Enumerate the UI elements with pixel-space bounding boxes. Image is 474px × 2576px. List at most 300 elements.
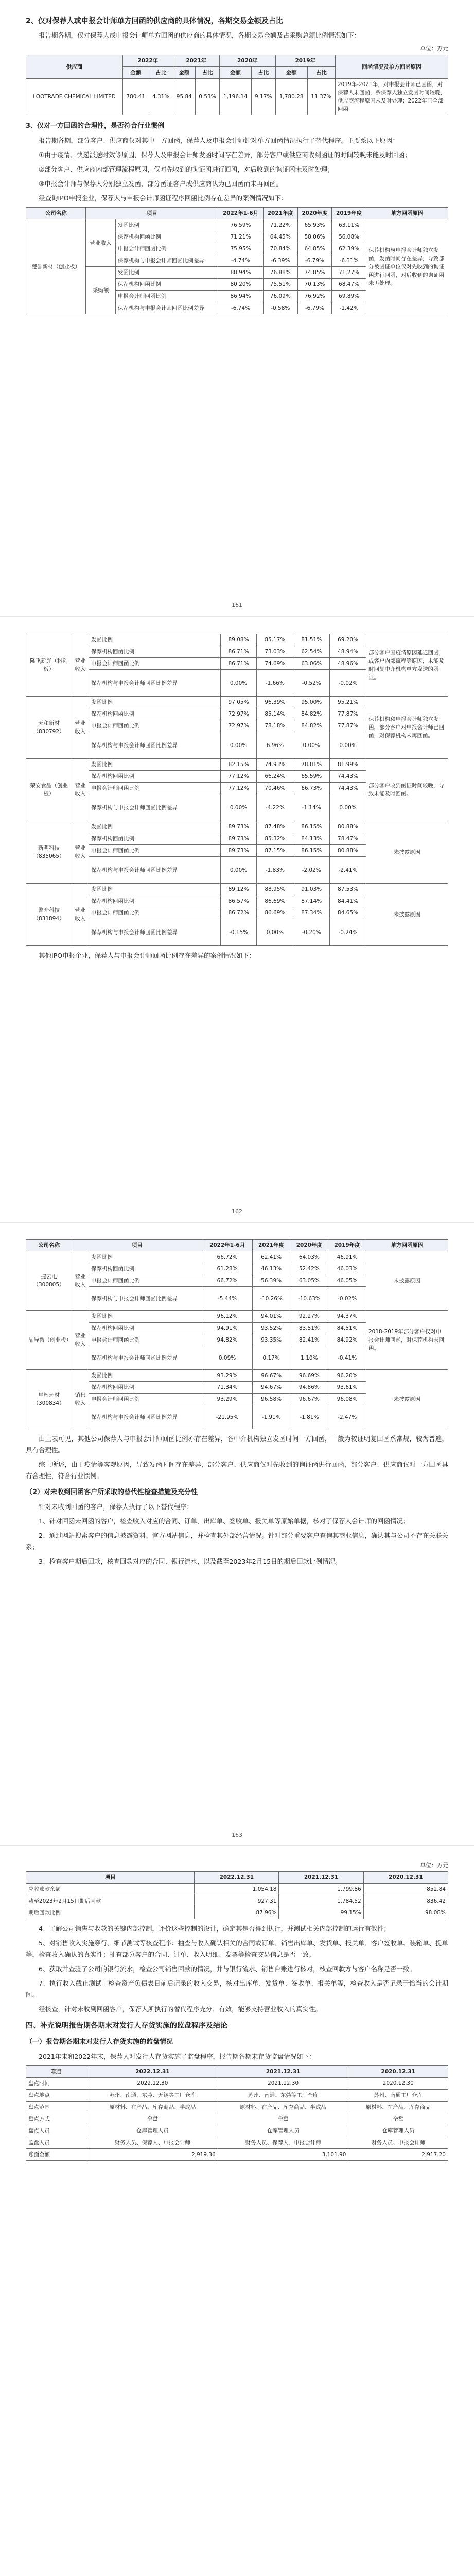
cell: 86.69% xyxy=(257,895,293,907)
cell: 56.08% xyxy=(332,231,366,243)
company-cell: 警介科技（831894） xyxy=(26,884,72,946)
cell: 86.71% xyxy=(220,646,257,658)
cell: 94.67% xyxy=(252,1382,290,1394)
segment-cell: 营业收入 xyxy=(72,1311,89,1370)
cell: 原材料、在产品、库存商品、半成品 xyxy=(87,2102,218,2113)
col-header: 2021年度 xyxy=(264,208,298,219)
cell: 85.32% xyxy=(257,833,293,845)
cell: -1.42% xyxy=(332,302,366,314)
cell: 保荐机构与申报会计师回函比例差异 xyxy=(89,794,221,821)
cell: 89.73% xyxy=(220,845,257,857)
comparable-case-table-2 xyxy=(26,1239,448,1429)
paragraph: 2021年末和2022年末，保荐人对发行人存货实施了监盘程序，报告期各期末存货监盘情况如下： xyxy=(39,2053,316,2060)
cell: 86.94% xyxy=(218,291,264,302)
cell: 保荐机构与申报会计师回函比例差异 xyxy=(89,732,221,759)
page-divider xyxy=(0,1222,474,1223)
cell: 财务人员、保荐人、申报会计师 xyxy=(218,2137,348,2149)
reason-cell: 未披露原因 xyxy=(366,821,448,884)
cell: 0.00% xyxy=(220,732,257,759)
cell: 76.92% xyxy=(297,291,332,302)
cell: 87.48% xyxy=(257,821,293,833)
col-header: 2022年1-6月 xyxy=(218,208,264,219)
cell: 2019年-2021年，对申报会计师已回函，对保荐人未回函，系保荐人独立发函时间较晚，供应商流程原因未及时处理；2022年已全部回函 xyxy=(336,79,448,115)
cell: 66.72% xyxy=(202,1275,252,1287)
page-number: 161 xyxy=(232,602,242,608)
cell: 2,919.36 xyxy=(87,2149,218,2161)
cell: 66.73% xyxy=(293,783,330,794)
cell: 71.21% xyxy=(218,231,264,243)
col-header: 2020年度 xyxy=(297,208,332,219)
company-cell: 荣安食品（创业板） xyxy=(26,759,72,821)
cell: 2021.12.30 xyxy=(218,2078,348,2090)
segment-cell: 营业收入 xyxy=(86,219,115,267)
cell: 0.00% xyxy=(220,670,257,697)
paragraph: 4、了解公司销售与收款的关键内部控制，评价这些控制的设计，确定其是否得到执行，并测试相关内部控制的运行有效性； xyxy=(39,1925,390,1933)
cell: 全盘 xyxy=(348,2113,448,2125)
cell: 69.20% xyxy=(330,634,366,646)
cell: 申报会计师回函比例 xyxy=(89,720,221,732)
cell: 保荐机构与申报会计师回函比例差异 xyxy=(89,919,221,946)
cell: 74.43% xyxy=(330,771,366,783)
col-header: 2020年度 xyxy=(290,1240,328,1251)
cell: 保荐机构回函比例 xyxy=(89,646,221,658)
cell: 申报会计师回函比例 xyxy=(89,907,221,919)
cell: 1,054.18 xyxy=(195,1884,279,1895)
cell: 保荐机构与申报会计师回函比例差异 xyxy=(89,1287,202,1311)
cell: 93.61% xyxy=(328,1382,366,1394)
table-row xyxy=(26,884,448,895)
page-number: 162 xyxy=(232,1208,242,1215)
cell: -0.02% xyxy=(328,1287,366,1311)
cell: -0.58% xyxy=(264,302,298,314)
cell: 94.01% xyxy=(252,1311,290,1323)
cell: 保荐机构与申报会计师回函比例差异 xyxy=(89,1346,202,1370)
cell: 77.87% xyxy=(330,720,366,732)
cell: 52.42% xyxy=(290,1263,328,1275)
cell: 86.72% xyxy=(220,907,257,919)
col-header: 2019年度 xyxy=(332,208,366,219)
cell: 85.14% xyxy=(257,708,293,720)
cell: 63.06% xyxy=(293,658,330,670)
paragraph: 经核查，针对未收到回函客户，保荐人所执行的替代程序充分、有效，能够支持营业收入的真实性。 xyxy=(39,2005,322,2013)
cell: 852.84 xyxy=(363,1884,448,1895)
reason-cell: 保荐机构和申报会计师独立发函，部分客户对申报会计师已回函，对保荐机构未再回函。 xyxy=(366,697,448,759)
cell: 84.82% xyxy=(293,708,330,720)
cell: 64.45% xyxy=(264,231,298,243)
cell: 0.00% xyxy=(330,794,366,821)
company-cell: 天和新材（830792） xyxy=(26,697,72,759)
page-number: 163 xyxy=(232,1832,242,1838)
cell: -10.63% xyxy=(290,1287,328,1311)
cell: 仓库管理人员 xyxy=(218,2125,348,2137)
table-row xyxy=(26,2113,448,2125)
cell: 61.28% xyxy=(202,1263,252,1275)
col-header: 2022年 xyxy=(122,55,173,67)
cell: 0.00% xyxy=(257,919,293,946)
cell: 46.03% xyxy=(328,1263,366,1275)
cell: 97.05% xyxy=(220,697,257,708)
cell: 95.21% xyxy=(330,697,366,708)
col-header: 单方回函原因 xyxy=(366,208,448,219)
cell: 发函比例 xyxy=(115,267,218,279)
cell: 发函比例 xyxy=(89,1311,202,1323)
cell: 74.93% xyxy=(257,759,293,771)
page-163 xyxy=(26,1239,448,1826)
cell: 75.51% xyxy=(264,279,298,291)
cell: 4.31% xyxy=(149,79,173,115)
cell: 保荐机构回函比例 xyxy=(89,833,221,845)
cell: 62.41% xyxy=(252,1251,290,1263)
cell: 86.69% xyxy=(257,907,293,919)
paragraph: 1、针对回函未回函的客户，检查收入对应的合同、订单、出库单、签收单、报关单等原始单据，核对了保荐人会计师的回函情况； xyxy=(39,1517,410,1525)
cell: 1,196.14 xyxy=(219,79,251,115)
cell: 80.88% xyxy=(330,845,366,857)
cell: 保荐机构回函比例 xyxy=(115,279,218,291)
section-heading: 四、补充说明报告期各期末对发行人存货实施的监盘程序及结论 xyxy=(26,2022,227,2030)
cell: 74.85% xyxy=(297,267,332,279)
company-cell: 新明科技（835065） xyxy=(26,821,72,884)
col-header: 占比 xyxy=(195,67,219,79)
paragraph: 3、检查客户期后回款，核查回款对应的合同、银行流水，以及截至2023年2月15日的期后回款比例情况。 xyxy=(39,1557,342,1565)
reason-cell: 部分客户收到函证时间较晚，导致未能及时回函。 xyxy=(366,759,448,821)
paragraph: 6、获取并查验了公司的银行流水，检查公司销售回款的情况，并与银行流水、销售台账进行核对，核查回款方与客户名称是否一致。 xyxy=(39,1965,416,1973)
col-header: 公司名称 xyxy=(26,1240,72,1251)
cell: -1.66% xyxy=(257,670,293,697)
cell: 58.06% xyxy=(297,231,332,243)
col-header: 项目 xyxy=(26,2066,87,2078)
cell: 盘点地点 xyxy=(26,2090,87,2102)
cell: 申报会计师回函比例 xyxy=(89,1334,202,1346)
cell: 96.67% xyxy=(290,1394,328,1405)
cell: 46.91% xyxy=(328,1251,366,1263)
cell: 2,917.20 xyxy=(348,2149,448,2161)
cell: 发函比例 xyxy=(89,1251,202,1263)
cell: 96.58% xyxy=(252,1394,290,1405)
cell: 93.35% xyxy=(252,1334,290,1346)
cell: -5.44% xyxy=(202,1287,252,1311)
cell: 87.96% xyxy=(195,1907,279,1919)
cell: 96.69% xyxy=(290,1370,328,1382)
cell: -1.83% xyxy=(257,857,293,884)
cell: -6.79% xyxy=(297,255,332,267)
cell: 66.24% xyxy=(257,771,293,783)
cell: 1.10% xyxy=(290,1346,328,1370)
cell: 62.54% xyxy=(293,646,330,658)
cell: 93.29% xyxy=(202,1370,252,1382)
segment-cell: 营业收入 xyxy=(72,884,89,946)
cell: 89.73% xyxy=(220,821,257,833)
cell: 70.13% xyxy=(297,279,332,291)
cell: 85.17% xyxy=(257,634,293,646)
cell: 盘点人员 xyxy=(26,2125,87,2137)
cell: 发函比例 xyxy=(89,821,221,833)
cell: 48.96% xyxy=(330,658,366,670)
paragraph: 其他IPO申报企业，保荐人与申报会计师回函比例存在差异的案例情况如下： xyxy=(39,952,256,959)
table-row xyxy=(26,1895,448,1907)
cell: 81.99% xyxy=(330,759,366,771)
cell: 89.08% xyxy=(220,634,257,646)
table-row xyxy=(26,759,448,771)
col-header: 2020.12.31 xyxy=(348,2066,448,2078)
reason-cell: 2018-2019年部分客户仅对申报会计师回函，对保荐机构未回函。 xyxy=(366,1311,448,1370)
segment-cell: 营业收入 xyxy=(72,759,89,821)
table-row xyxy=(26,2137,448,2149)
cell: -0.02% xyxy=(330,670,366,697)
cell: 94.37% xyxy=(328,1311,366,1323)
cell: 保荐机构与申报会计师回函比例差异 xyxy=(89,670,221,697)
cell: 84.92% xyxy=(328,1334,366,1346)
cell: 0.00% xyxy=(220,794,257,821)
cell: 96.20% xyxy=(328,1370,366,1382)
unit-label: 单位：万元 xyxy=(420,1862,448,1869)
col-header: 2021年度 xyxy=(252,1240,290,1251)
cell: 盘点方式 xyxy=(26,2113,87,2125)
cell: 苏州、南通、东莞、无锡等工厂仓库 xyxy=(87,2090,218,2102)
cell: 保荐机构回函比例 xyxy=(89,708,221,720)
cell: 75.95% xyxy=(218,243,264,255)
cell: 2022.12.30 xyxy=(87,2078,218,2090)
cell: 保荐机构与申报会计师回函比例差异 xyxy=(89,1405,202,1429)
cell: 仓库管理人员 xyxy=(348,2125,448,2137)
cell: 89.12% xyxy=(220,884,257,895)
cell: 70.46% xyxy=(257,783,293,794)
cell: 申报会计师回函比例 xyxy=(115,243,218,255)
cell: 72.97% xyxy=(220,708,257,720)
cell: 87.15% xyxy=(257,845,293,857)
cell: -0.52% xyxy=(293,670,330,697)
cell: 87.14% xyxy=(293,895,330,907)
cell: 96.08% xyxy=(328,1394,366,1405)
reason-cell: 未披露原因 xyxy=(366,884,448,946)
col-header: 供应商 xyxy=(26,55,123,79)
cell: 盘点时间 xyxy=(26,2078,87,2090)
page-164 xyxy=(26,1860,448,2576)
cell: 46.13% xyxy=(252,1263,290,1275)
cell: 65.59% xyxy=(293,771,330,783)
table-row xyxy=(26,1884,448,1895)
cell: 64.03% xyxy=(290,1251,328,1263)
cell: 苏州、南通工厂仓库 xyxy=(348,2090,448,2102)
cell: 836.42 xyxy=(363,1895,448,1907)
cell: 77.12% xyxy=(220,783,257,794)
cell: 申报会计师回函比例 xyxy=(89,783,221,794)
cell: 11.37% xyxy=(307,79,335,115)
cell: 86.71% xyxy=(220,658,257,670)
segment-cell: 销售收入 xyxy=(72,1370,89,1429)
page-161 xyxy=(26,15,448,598)
col-header: 单方回函原因 xyxy=(366,1240,448,1251)
cell: 98.08% xyxy=(363,1907,448,1919)
cell: 苏州、南通、东莞等工厂仓库 xyxy=(218,2090,348,2102)
cell: 84.51% xyxy=(328,1323,366,1334)
comparable-case-table-cont xyxy=(26,634,448,946)
cell: 2020.12.30 xyxy=(348,2078,448,2090)
cell: 68.47% xyxy=(332,279,366,291)
cell: 780.41 xyxy=(122,79,149,115)
col-header: 项目 xyxy=(26,1872,195,1884)
cell: 保荐机构回函比例 xyxy=(89,895,221,907)
cell: 原材料、在产品、库存商品 xyxy=(348,2102,448,2113)
cell: -0.24% xyxy=(330,919,366,946)
col-header: 金额 xyxy=(219,67,251,79)
table-row xyxy=(26,2102,448,2113)
cell: -21.95% xyxy=(202,1405,252,1429)
page-162 xyxy=(26,634,448,1200)
table-row xyxy=(26,1251,448,1263)
cell: 87.34% xyxy=(293,907,330,919)
col-header: 金额 xyxy=(173,67,195,79)
cell: 保荐机构回函比例 xyxy=(89,1323,202,1334)
cell: 保荐机构回函比例 xyxy=(89,771,221,783)
cell: -6.39% xyxy=(264,255,298,267)
table-row xyxy=(26,1370,448,1382)
cell: 66.72% xyxy=(202,1251,252,1263)
cell: 71.34% xyxy=(202,1382,252,1394)
col-header: 2022年1-6月 xyxy=(202,1240,252,1251)
cell: 0.17% xyxy=(252,1346,290,1370)
cell: 仓库管理人员 xyxy=(87,2125,218,2137)
cell: 申报会计师回函比例 xyxy=(115,291,218,302)
table-row xyxy=(26,2125,448,2137)
cell: 96.12% xyxy=(202,1311,252,1323)
cell: 账面金额 xyxy=(26,2149,87,2161)
cell: 48.94% xyxy=(330,646,366,658)
cell: 88.94% xyxy=(218,267,264,279)
col-header: 2019年度 xyxy=(328,1240,366,1251)
unit-label: 单位：万元 xyxy=(420,45,448,52)
cell: -2.47% xyxy=(328,1405,366,1429)
section-heading: （2）对未收到回函客户所采取的替代性检查措施及充分性 xyxy=(26,1488,198,1496)
cell: 86.15% xyxy=(293,845,330,857)
cell: 74.43% xyxy=(330,783,366,794)
page-divider xyxy=(0,1845,474,1846)
col-header: 2021.12.31 xyxy=(218,2066,348,2078)
cell: 64.85% xyxy=(297,243,332,255)
cell: -1.14% xyxy=(293,794,330,821)
segment-cell: 营业收入 xyxy=(72,634,89,697)
cell: 78.47% xyxy=(330,833,366,845)
cell: LOOTRADE CHEMICAL LIMITED xyxy=(26,79,123,115)
section-heading: 2、仅对保荐人或申报会计师单方回函的供应商的具体情况，各期交易金额及占比 xyxy=(26,17,283,25)
single-reply-supplier-table xyxy=(26,55,448,115)
cell: 94.91% xyxy=(202,1323,252,1334)
cell: 监盘人员 xyxy=(26,2137,87,2149)
table-row xyxy=(26,219,448,231)
cell: 80.20% xyxy=(218,279,264,291)
cell: -2.41% xyxy=(330,857,366,884)
cell: 94.86% xyxy=(290,1382,328,1394)
cell: 0.00% xyxy=(293,732,330,759)
cell: 6.96% xyxy=(257,732,293,759)
cell: 72.97% xyxy=(220,720,257,732)
cell: 全盘 xyxy=(218,2113,348,2125)
cell: 84.65% xyxy=(330,907,366,919)
cell: 77.12% xyxy=(220,771,257,783)
col-header: 公司名称 xyxy=(26,208,86,219)
cell: 保荐机构回函比例 xyxy=(115,231,218,243)
cell: 63.11% xyxy=(332,219,366,231)
cell: -4.22% xyxy=(257,794,293,821)
cell: 927.31 xyxy=(195,1895,279,1907)
table-row xyxy=(26,2078,448,2090)
cell: 发函比例 xyxy=(89,697,221,708)
cell: 发函比例 xyxy=(89,759,221,771)
cell: 62.39% xyxy=(332,243,366,255)
cell: 9.17% xyxy=(251,79,275,115)
cell: -2.02% xyxy=(293,857,330,884)
col-header: 2020.12.31 xyxy=(363,1872,448,1884)
col-header: 2022.12.31 xyxy=(87,2066,218,2078)
cell: -4.74% xyxy=(218,255,264,267)
cell: 申报会计师回函比例 xyxy=(89,1275,202,1287)
company-cell: 隆飞新光（科创板） xyxy=(26,634,72,697)
cell: -1.91% xyxy=(252,1405,290,1429)
paragraph: 由上表可见，其他公司保荐人与申报会计师回函比例亦存在差异，各中介机构独立发函时间一方回函，一般为较证明复回函系常规，较为普遍，具有合理性。 xyxy=(26,1435,448,1454)
cell: 76.59% xyxy=(218,219,264,231)
cell: 84.41% xyxy=(330,895,366,907)
paragraph: 7、执行收入截止测试：检查资产负债表日前后记录的收入交易，核对出库单、发货单、签收单、报关单等，检查收入是否记录于恰当的会计期间。 xyxy=(26,1979,448,1998)
company-cell: 星辉环材（300834） xyxy=(26,1370,72,1429)
col-header: 项目 xyxy=(86,208,218,219)
receivable-collection-table xyxy=(26,1871,448,1919)
cell: -1.81% xyxy=(290,1405,328,1429)
cell: 财务人员、保荐人、申报会计师 xyxy=(87,2137,218,2149)
cell: 发函比例 xyxy=(89,884,221,895)
cell: 73.03% xyxy=(257,646,293,658)
cell: 发函比例 xyxy=(89,634,221,646)
cell: 申报会计师回函比例 xyxy=(89,1394,202,1405)
cell: 1,799.86 xyxy=(279,1884,363,1895)
col-header: 项目 xyxy=(72,1240,202,1251)
cell: 期后回款比例 xyxy=(26,1907,195,1919)
cell: 盘点范围 xyxy=(26,2102,87,2113)
cell: 0.53% xyxy=(195,79,219,115)
cell: 88.95% xyxy=(257,884,293,895)
cell: -6.74% xyxy=(218,302,264,314)
table-row xyxy=(26,697,448,708)
col-header: 2020年 xyxy=(219,55,275,67)
cell: 发函比例 xyxy=(89,1370,202,1382)
col-header: 回函情况及单方回函原因 xyxy=(336,55,448,79)
cell: 95.00% xyxy=(293,697,330,708)
col-header: 2021年 xyxy=(173,55,219,67)
cell: 84.82% xyxy=(293,720,330,732)
col-header: 2021.12.31 xyxy=(279,1872,363,1884)
col-header: 占比 xyxy=(307,67,335,79)
cell: 财务人员、申报会计师 xyxy=(348,2137,448,2149)
cell: 46.05% xyxy=(328,1275,366,1287)
cell: 发函比例 xyxy=(115,219,218,231)
cell: 74.69% xyxy=(257,658,293,670)
inventory-count-table xyxy=(26,2065,448,2161)
cell: 81.51% xyxy=(293,634,330,646)
cell: 96.39% xyxy=(257,697,293,708)
cell: 申报会计师回函比例 xyxy=(89,845,221,857)
cell: -0.15% xyxy=(220,919,257,946)
cell: 69.89% xyxy=(332,291,366,302)
company-cell: 楚誉新材（创业板） xyxy=(26,219,86,314)
segment-cell: 营业收入 xyxy=(72,1251,89,1311)
cell: 86.57% xyxy=(220,895,257,907)
paragraph: 经查询IPO申报企业，保荐人与申报会计师函证程序回函比例存在差异的案例情况如下： xyxy=(39,194,288,202)
paragraph: 5、对销售收入实施穿行、细节测试等核查程序：抽查与收入确认相关的合同或订单、销售出库单、发货单、报关单、客户签收单、装箱单、提单等，检查收入确认的真实性；抽查部分客户的合同、订单、收入明细、发票等检查交易信息是否一致。 xyxy=(26,1939,448,1958)
cell: 82.15% xyxy=(220,759,257,771)
reason-cell: 部分客户因疫情原因延迟回函，或客户内部流程等原因，未能及时回复中介机构单方发送的函证。 xyxy=(366,634,448,697)
table-row xyxy=(26,2149,448,2161)
cell: 保荐机构回函比例 xyxy=(89,1263,202,1275)
paragraph: 针对未收到回函的客户，保荐人执行了以下替代程序： xyxy=(39,1503,194,1511)
paragraph: ③申报会计师与保荐人分别独立发函，部分函证客户或供应商认为已回函而未再回函。 xyxy=(39,180,283,188)
